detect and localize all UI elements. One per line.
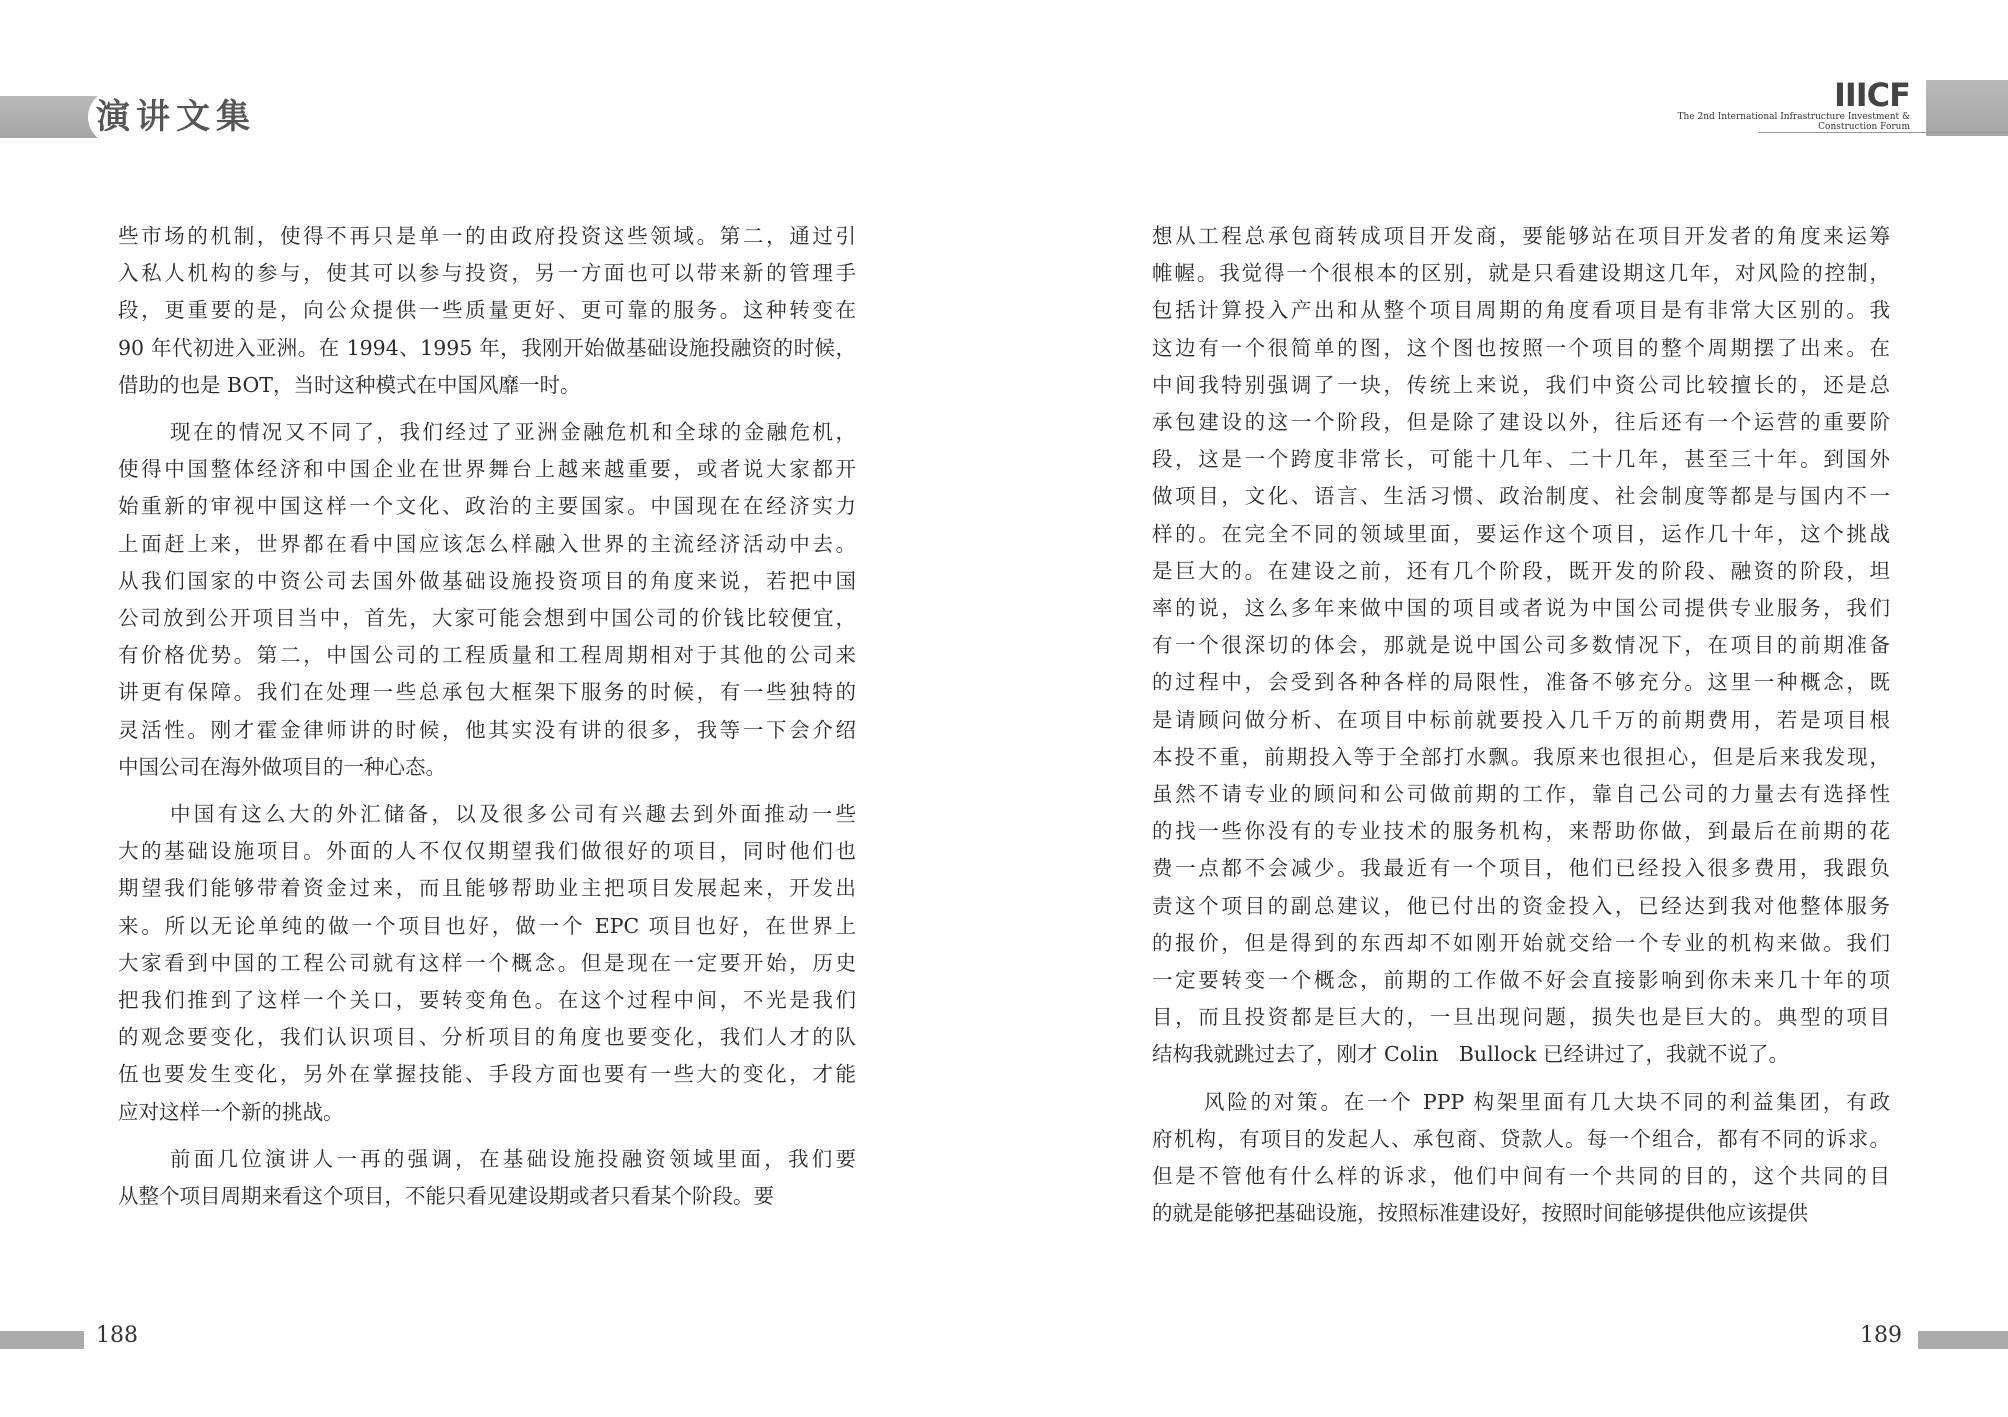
text-line: 上面赶上来，世界都在看中国应该怎么样融入世界的主流经济活动中去。 [118, 531, 856, 556]
header-title: 演讲文集 [96, 97, 256, 137]
footer-bar-left [0, 1331, 84, 1349]
logo-divider [1758, 132, 2008, 133]
text-line: 来。所以无论单纯的做一个项目也好，做一个 EPC 项目也好，在世界上 [118, 913, 856, 938]
logo-mark: IIICF [1833, 76, 1910, 114]
text-line: 的报价，但是得到的东西却不如刚开始就交给一个专业的机构来做。我们 [1152, 930, 1890, 955]
text-line: 想从工程总承包商转成项目开发商，要能够站在项目开发者的角度来运筹 [1152, 224, 1890, 248]
text-line: 一定要转变一个概念，前期的工作做不好会直接影响到你未来几十年的项 [1152, 968, 1890, 993]
text-line: 这边有一个很简单的图，这个图也按照一个项目的整个周期摆了出来。在 [1152, 335, 1890, 360]
text-line: 本投不重，前期投入等于全部打水飘。我原来也很担心，但是后来我发现， [1152, 744, 1890, 769]
page-number-right: 189 [1860, 1323, 1902, 1348]
text-line: 从我们国家的中资公司去国外做基础设施投资项目的角度来说，若把中国 [118, 568, 856, 593]
text-line: 包括计算投入产出和从整个项目周期的角度看项目是有非常大区别的。我 [1152, 298, 1890, 323]
text-line: 中国有这么大的外汇储备，以及很多公司有兴趣去到外面推动一些 [170, 802, 856, 827]
text-line: 中国公司在海外做项目的一种心态。 [118, 754, 446, 779]
forum-logo [1678, 78, 1910, 132]
text-line: 府机构，有项目的发起人、承包商、贷款人。每一个组合，都有不同的诉求。 [1152, 1126, 1890, 1151]
text-line: 的观念要变化，我们认识项目、分析项目的角度也要变化，我们人才的队 [118, 1025, 856, 1050]
right-text-column [1152, 218, 1890, 1242]
paragraph [118, 1141, 856, 1215]
logo-subtitle-line2: Construction Forum [1818, 122, 1910, 132]
text-line: 有一个很深切的体会，那就是说中国公司多数情况下，在项目的前期准备 [1152, 633, 1890, 658]
text-line: 90 年代初进入亚洲。在 1994、1995 年，我刚开始做基础设施投融资的时候， [118, 335, 856, 360]
text-line: 的就是能够把基础设施，按照标准建设好，按照时间能够提供他应该提供 [1152, 1201, 1808, 1226]
text-line: 公司放到公开项目当中，首先，大家可能会想到中国公司的价钱比较便宜， [118, 606, 856, 631]
text-line: 率的说，这么多年来做中国的项目或者说为中国公司提供专业服务，我们 [1152, 596, 1890, 621]
text-line: 虽然不请专业的顾问和公司做前期的工作，靠自己公司的力量去有选择性 [1152, 782, 1890, 807]
text-line: 大家看到中国的工程公司就有这样一个概念。但是现在一定要开始，历史 [118, 950, 856, 975]
text-line: 段，更重要的是，向公众提供一些质量更好、更可靠的服务。这种转变在 [118, 298, 856, 323]
text-line: 帷幄。我觉得一个很根本的区别，就是只看建设期这几年，对风险的控制， [1152, 261, 1890, 286]
paragraph [1152, 1084, 1890, 1233]
text-line: 的找一些你没有的专业技术的服务机构，来帮助你做，到最后在前期的花 [1152, 819, 1890, 844]
text-line: 承包建设的这一个阶段，但是除了建设以外，往后还有一个运营的重要阶 [1152, 410, 1890, 435]
text-line: 但是不管他有什么样的诉求，他们中间有一个共同的目的，这个共同的目 [1152, 1164, 1890, 1189]
text-line: 有价格优势。第二，中国公司的工程质量和工程周期相对于其他的公司来 [118, 643, 856, 668]
text-line: 是巨大的。在建设之前，还有几个阶段，既开发的阶段、融资的阶段，坦 [1152, 558, 1890, 583]
left-text-column [118, 218, 856, 1225]
text-line: 从整个项目周期来看这个项目，不能只看见建设期或者只看某个阶段。要 [118, 1184, 774, 1209]
text-line: 目，而且投资都是巨大的，一旦出现问题，损失也是巨大的。典型的项目 [1152, 1005, 1890, 1030]
text-line: 费一点都不会减少。我最近有一个项目，他们已经投入很多费用，我跟负 [1152, 856, 1890, 881]
text-line: 责这个项目的副总建议，他已付出的资金投入，已经达到我对他整体服务 [1152, 893, 1890, 918]
paragraph [118, 218, 856, 404]
text-line: 应对这样一个新的挑战。 [118, 1099, 344, 1124]
text-line: 样的。在完全不同的领域里面，要运作这个项目，运作几十年，这个挑战 [1152, 521, 1890, 546]
text-line: 伍也要发生变化，另外在掌握技能、手段方面也要有一些大的变化，才能 [118, 1062, 856, 1087]
text-line: 讲更有保障。我们在处理一些总承包大框架下服务的时候，有一些独特的 [118, 680, 856, 705]
page-number-left: 188 [96, 1323, 138, 1348]
paragraph [1152, 218, 1890, 1074]
text-line: 些市场的机制，使得不再只是单一的由政府投资这些领域。第二，通过引 [118, 224, 856, 248]
paragraph [118, 796, 856, 1131]
text-line: 现在的情况又不同了，我们经过了亚洲金融危机和全球的金融危机， [170, 420, 856, 445]
text-line: 入私人机构的参与，使其可以参与投资，另一方面也可以带来新的管理手 [118, 261, 856, 286]
header-bar-right [1926, 80, 2008, 136]
text-line: 做项目，文化、语言、生活习惯、政治制度、社会制度等都是与国内不一 [1152, 484, 1890, 509]
text-line: 期望我们能够带着资金过来，而且能够帮助业主把项目发展起来，开发出 [118, 876, 856, 901]
text-line: 段，这是一个跨度非常长，可能十几年、二十几年，甚至三十年。到国外 [1152, 447, 1890, 472]
logo-subtitle-line1: The 2nd International Infrastructure Investment & [1677, 112, 1910, 122]
text-line: 始重新的审视中国这样一个文化、政治的主要国家。中国现在在经济实力 [118, 494, 856, 519]
text-line: 大的基础设施项目。外面的人不仅仅期望我们做很好的项目，同时他们也 [118, 839, 856, 864]
text-line: 使得中国整体经济和中国企业在世界舞台上越来越重要，或者说大家都开 [118, 457, 856, 482]
text-line: 的过程中，会受到各种各样的局限性，准备不够充分。这里一种概念，既 [1152, 670, 1890, 695]
text-line: 灵活性。刚才霍金律师讲的时候，他其实没有讲的很多，我等一下会介绍 [118, 717, 856, 742]
text-line: 把我们推到了这样一个关口，要转变角色。在这个过程中间，不光是我们 [118, 988, 856, 1013]
text-line: 前面几位演讲人一再的强调，在基础设施投融资领域里面，我们要 [170, 1146, 856, 1171]
text-line: 风险的对策。在一个 PPP 构架里面有几大块不同的利益集团，有政 [1204, 1089, 1890, 1114]
right-page [1004, 0, 2008, 1417]
header-title-wrap [88, 90, 266, 144]
text-line: 是请顾问做分析、在项目中标前就要投入几千万的前期费用，若是项目根 [1152, 707, 1890, 732]
text-line: 结构我就跳过去了，刚才 Colin Bullock 已经讲过了，我就不说了。 [1152, 1042, 1789, 1067]
text-line: 中间我特别强调了一块，传统上来说，我们中资公司比较擅长的，还是总 [1152, 372, 1890, 397]
text-line: 借助的也是 BOT，当时这种模式在中国风靡一时。 [118, 372, 581, 397]
paragraph [118, 414, 856, 786]
footer-bar-right [1918, 1331, 2008, 1349]
